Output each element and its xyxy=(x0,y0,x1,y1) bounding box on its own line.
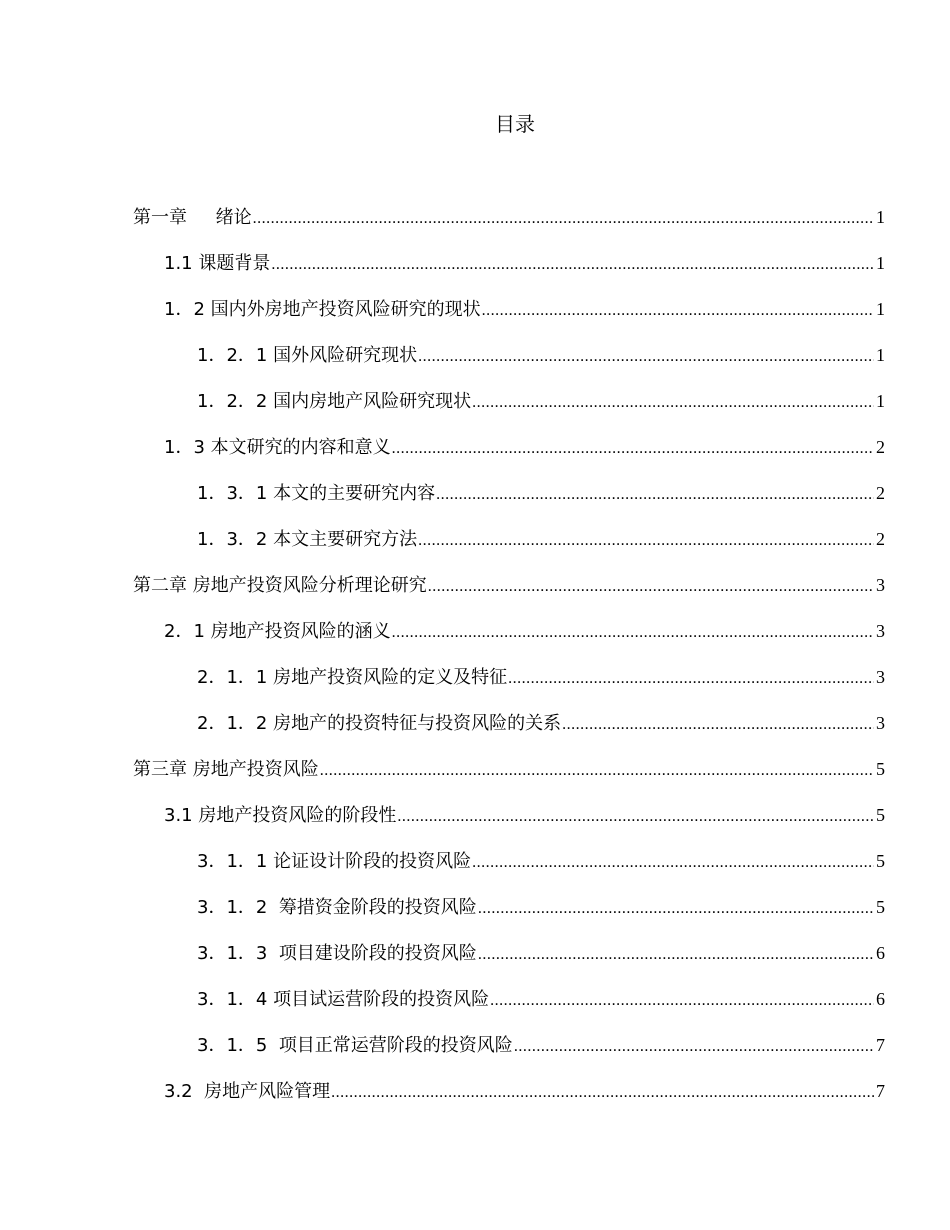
toc-entry-text: 房地产的投资特征与投资风险的关系 xyxy=(273,713,562,734)
toc-entry-number: 第三章 xyxy=(133,759,187,780)
toc-entry-number: 3．1．1 xyxy=(197,851,268,872)
toc-entry-text: 本文的主要研究内容 xyxy=(273,483,436,504)
toc-entry-number: 3．1．4 xyxy=(197,989,268,1010)
toc-entry-text: 本文研究的内容和意义 xyxy=(210,437,391,458)
toc-entry-text: 国外风险研究现状 xyxy=(273,345,418,366)
toc-entry[interactable] xyxy=(133,1068,885,1114)
toc-entry-number: 1．2．1 xyxy=(197,345,268,366)
toc-dot-leader xyxy=(478,886,874,932)
toc-entry[interactable] xyxy=(133,654,885,700)
toc-entry[interactable] xyxy=(133,470,885,516)
toc-entry[interactable] xyxy=(133,516,885,562)
toc-dot-leader xyxy=(397,794,874,840)
toc-dot-leader xyxy=(418,518,874,564)
toc-entry-text: 筹措资金阶段的投资风险 xyxy=(278,897,477,918)
toc-entry-text: 论证设计阶段的投资风险 xyxy=(273,851,472,872)
toc-entry-number: 第二章 xyxy=(133,575,187,596)
toc-entry[interactable] xyxy=(133,1022,885,1068)
toc-dot-leader xyxy=(436,472,874,518)
toc-dot-leader xyxy=(482,288,874,334)
toc-dot-leader xyxy=(428,564,874,610)
toc-entry-text: 房地产投资风险的阶段性 xyxy=(198,805,397,826)
toc-entry[interactable] xyxy=(133,884,885,930)
toc-entry-number: 第一章 xyxy=(133,207,187,228)
toc-page-number: 5 xyxy=(876,759,885,779)
toc-page-number: 6 xyxy=(876,943,885,963)
toc-page-number: 5 xyxy=(876,805,885,825)
toc-entry-text: 国内外房地产投资风险研究的现状 xyxy=(210,299,481,320)
toc-entry[interactable] xyxy=(133,700,885,746)
toc-entry-number: 2．1．2 xyxy=(197,713,268,734)
toc-page-number: 2 xyxy=(876,437,885,457)
toc-page-number: 3 xyxy=(876,621,885,641)
toc-entry-text: 项目试运营阶段的投资风险 xyxy=(273,989,490,1010)
toc-page-number: 1 xyxy=(876,391,885,411)
toc-entry[interactable] xyxy=(133,792,885,838)
toc-dot-leader xyxy=(514,1024,874,1070)
toc-entry-text: 本文主要研究方法 xyxy=(273,529,418,550)
toc-entry[interactable] xyxy=(133,746,885,792)
toc-page-number: 3 xyxy=(876,667,885,687)
toc-entry-number: 1．3 xyxy=(164,437,205,458)
toc-page-number: 6 xyxy=(876,989,885,1009)
toc-dot-leader xyxy=(472,840,874,886)
toc-dot-leader xyxy=(331,1070,874,1116)
toc-entry-number: 2．1 xyxy=(164,621,205,642)
toc-dot-leader xyxy=(490,978,874,1024)
toc-entry-number: 1．2 xyxy=(164,299,205,320)
toc-entry-number: 1.1 xyxy=(164,253,193,274)
toc-entry-text: 国内房地产风险研究现状 xyxy=(273,391,472,412)
toc-entry[interactable] xyxy=(133,838,885,884)
toc-entry-gap xyxy=(193,1069,204,1115)
toc-entry-number: 1．3．2 xyxy=(197,529,268,550)
toc-entry[interactable] xyxy=(133,332,885,378)
toc-dot-leader xyxy=(392,426,874,472)
toc-entry-text: 房地产风险管理 xyxy=(204,1081,331,1102)
toc-entry-gap xyxy=(187,195,216,241)
toc-entry-text: 项目建设阶段的投资风险 xyxy=(278,943,477,964)
toc-entry-number: 1．2．2 xyxy=(197,391,268,412)
toc-entry-text: 房地产投资风险分析理论研究 xyxy=(192,575,427,596)
toc-page-number: 5 xyxy=(876,897,885,917)
toc-entry[interactable] xyxy=(133,286,885,332)
toc-entry-number: 3．1．3 xyxy=(197,943,268,964)
toc-entry-number: 3．1．2 xyxy=(197,897,268,918)
toc-entry-number: 3.1 xyxy=(164,805,193,826)
toc-dot-leader xyxy=(562,702,874,748)
toc-entry-gap xyxy=(267,885,278,931)
toc-entry[interactable] xyxy=(133,562,885,608)
toc-entry-text: 绪论 xyxy=(215,207,252,228)
toc-page-number: 7 xyxy=(876,1081,885,1101)
toc-page-number: 3 xyxy=(876,575,885,595)
toc-entry[interactable] xyxy=(133,930,885,976)
toc-entry-text: 房地产投资风险的涵义 xyxy=(210,621,391,642)
toc-page-number: 1 xyxy=(876,299,885,319)
toc-entry-gap xyxy=(267,1023,278,1069)
toc-entry[interactable] xyxy=(133,424,885,470)
toc-dot-leader xyxy=(478,932,874,978)
toc-list xyxy=(133,194,885,1114)
toc-dot-leader xyxy=(271,242,874,288)
toc-dot-leader xyxy=(472,380,874,426)
toc-page-number: 1 xyxy=(876,207,885,227)
toc-entry-gap xyxy=(267,931,278,977)
toc-dot-leader xyxy=(392,610,874,656)
toc-entry[interactable] xyxy=(133,608,885,654)
toc-entry-text: 房地产投资风险 xyxy=(192,759,319,780)
toc-entry-text: 课题背景 xyxy=(198,253,271,274)
toc-page-number: 2 xyxy=(876,483,885,503)
toc-dot-leader xyxy=(320,748,874,794)
toc-entry-number: 2．1．1 xyxy=(197,667,268,688)
toc-entry[interactable] xyxy=(133,976,885,1022)
toc-page-number: 3 xyxy=(876,713,885,733)
toc-title: 目录 xyxy=(495,112,535,136)
toc-dot-leader xyxy=(508,656,874,702)
toc-entry-number: 3.2 xyxy=(164,1081,193,1102)
toc-page-number: 2 xyxy=(876,529,885,549)
toc-page-number: 1 xyxy=(876,345,885,365)
toc-entry-text: 房地产投资风险的定义及特征 xyxy=(273,667,508,688)
toc-page-number: 1 xyxy=(876,253,885,273)
toc-page-number: 7 xyxy=(876,1035,885,1055)
toc-entry-number: 3．1．5 xyxy=(197,1035,268,1056)
toc-entry[interactable] xyxy=(133,194,885,240)
toc-entry-number: 1．3．1 xyxy=(197,483,268,504)
toc-entry[interactable] xyxy=(133,378,885,424)
toc-entry[interactable] xyxy=(133,240,885,286)
toc-entry-text: 项目正常运营阶段的投资风险 xyxy=(278,1035,513,1056)
toc-page-number: 5 xyxy=(876,851,885,871)
toc-dot-leader xyxy=(253,196,874,242)
toc-dot-leader xyxy=(418,334,874,380)
